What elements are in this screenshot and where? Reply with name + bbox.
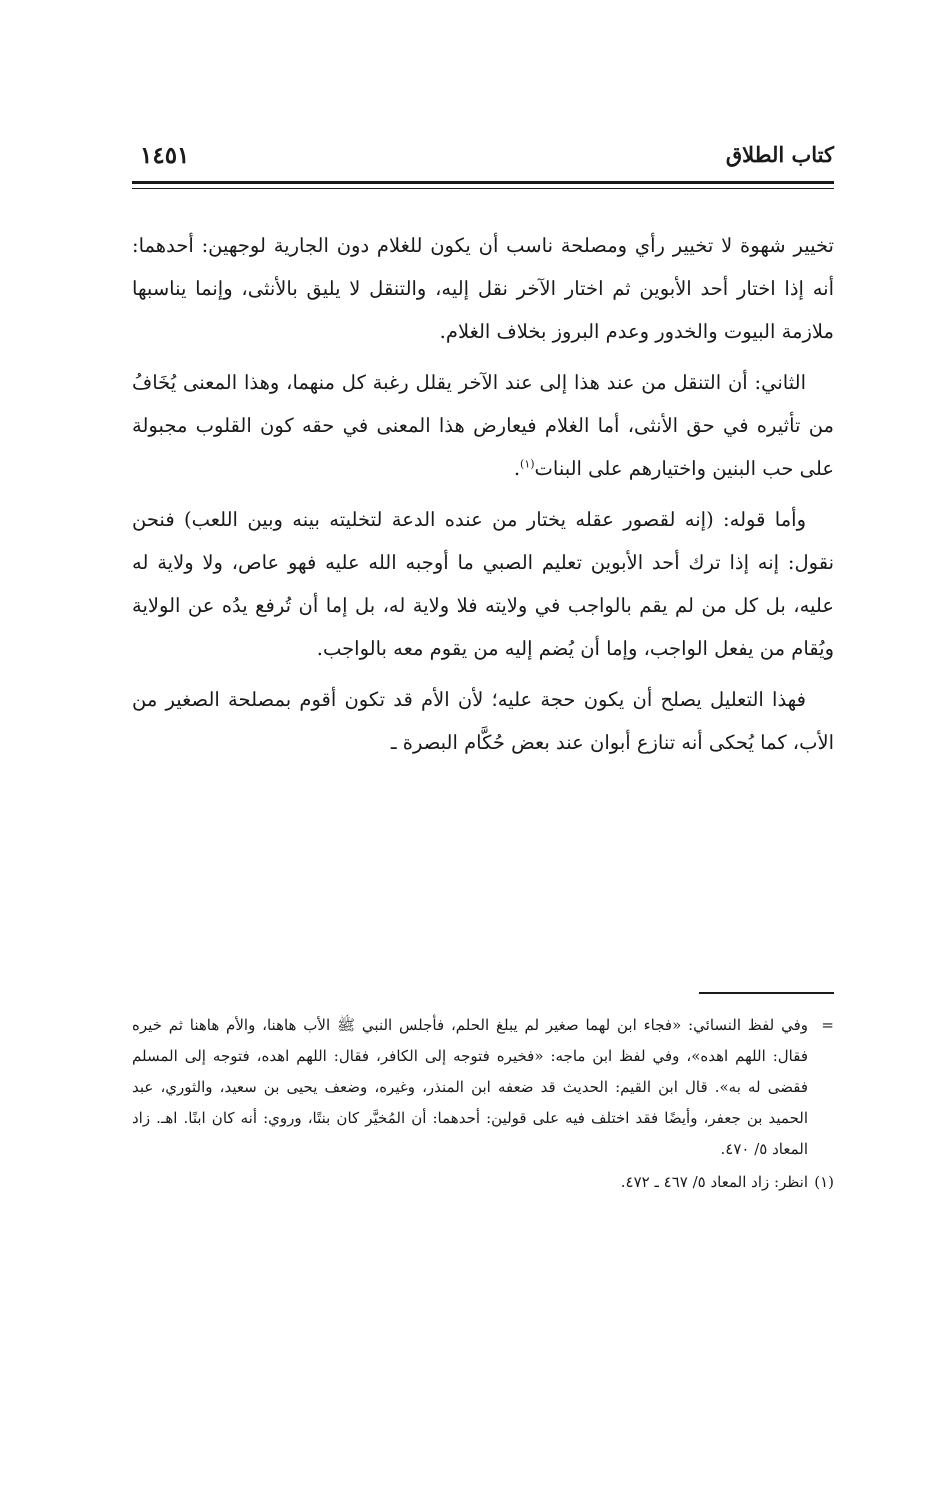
paragraph-4-text: فهذا التعليل يصلح أن يكون حجة عليه؛ لأن الأم قد تكون أقوم بمصلحة الصغير من الأب، كما يُحكى أنه تنازع أبوان عند بعض حُكَّام البصرة ـ (132, 688, 834, 754)
footnote-1-marker: (١) (814, 1173, 834, 1191)
paragraph-2-text: الثاني: أن التنقل من عند هذا إلى عند الآخر يقلل رغبة كل منهما، وهذا المعنى يُخَافُ من تأثيره في حق الأنثى، أما الغلام فيعارض هذا المعنى في حقه كون القلوب مجبولة على حب البنين واختيارهم على البنات (132, 371, 834, 480)
paragraph-2-end: . (513, 457, 521, 480)
paragraph-1 (132, 224, 834, 353)
running-header (132, 140, 834, 180)
footnote-separator (699, 992, 834, 994)
header-rule-thick (132, 181, 834, 184)
paragraph-3-text: وأما قوله: (إنه لقصور عقله يختار من عنده الدعة لتخليته بينه وبين اللعب) فنحن نقول: إنه إذا ترك أحد الأبوين تعليم الصبي ما أوجبه الله عليه فهو عاص، ولا ولاية له عليه، بل كل من لم يقم بالواجب في ولايته فلا ولاية له، بل إما أن تُرفع يدُه عن الولاية ويُقام من يفعل الواجب، وإما أن يُضم إليه من يقوم معه بالواجب. (132, 508, 834, 660)
footnote-continued-text: وفي لفظ النسائي: «فجاء ابن لهما صغير لم يبلغ الحلم، فأجلس النبي ﷺ الأب هاهنا، والأم هاهنا ثم خيره فقال: اللهم اهده»، وفي لفظ ابن ماجه: «فخيره فتوجه إلى الكافر، فقال: اللهم اهده، فتوجه إلى المسلم فقضى له به». قال ابن القيم: الحديث قد ضعفه ابن المنذر، وغيره، وضعف يحيى بن سعيد، والثوري، عبد الحميد بن جعفر، وأيضًا فقد اختلف فيه على قولين: أحدهما: أن المُخيَّر كان بنتًا، وروي: أنه كان ابنًا. اهـ. زاد المعاد ٥/ ٤٧٠. (132, 1016, 808, 1158)
page-number: ١٤٥١ (140, 142, 190, 169)
footnote-reference[interactable]: (١) (520, 457, 535, 471)
paragraph-2 (132, 361, 834, 490)
book-title: كتاب الطلاق (725, 142, 834, 167)
paragraph-1-text: تخيير شهوة لا تخيير رأي ومصلحة ناسب أن يكون للغلام دون الجارية لوجهين: أحدهما: أنه إذا اختار أحد الأبوين ثم اختار الآخر نقل إليه، والتنقل لا يليق بالأنثى، وإنما يناسبها ملازمة البيوت والخدور وعدم البروز بخلاف الغلام. (132, 234, 835, 343)
footnote-continuation-marker: = (821, 1016, 834, 1034)
header-rule-thin (132, 188, 834, 189)
paragraph-4 (132, 678, 834, 764)
footnote-1-text: انظر: زاد المعاد ٥/ ٤٦٧ ـ ٤٧٢. (620, 1173, 808, 1191)
main-text (132, 224, 834, 772)
footnote-continued (132, 1010, 834, 1165)
paragraph-3 (132, 498, 834, 670)
footnotes (132, 1010, 834, 1198)
footnote-1 (132, 1167, 834, 1198)
